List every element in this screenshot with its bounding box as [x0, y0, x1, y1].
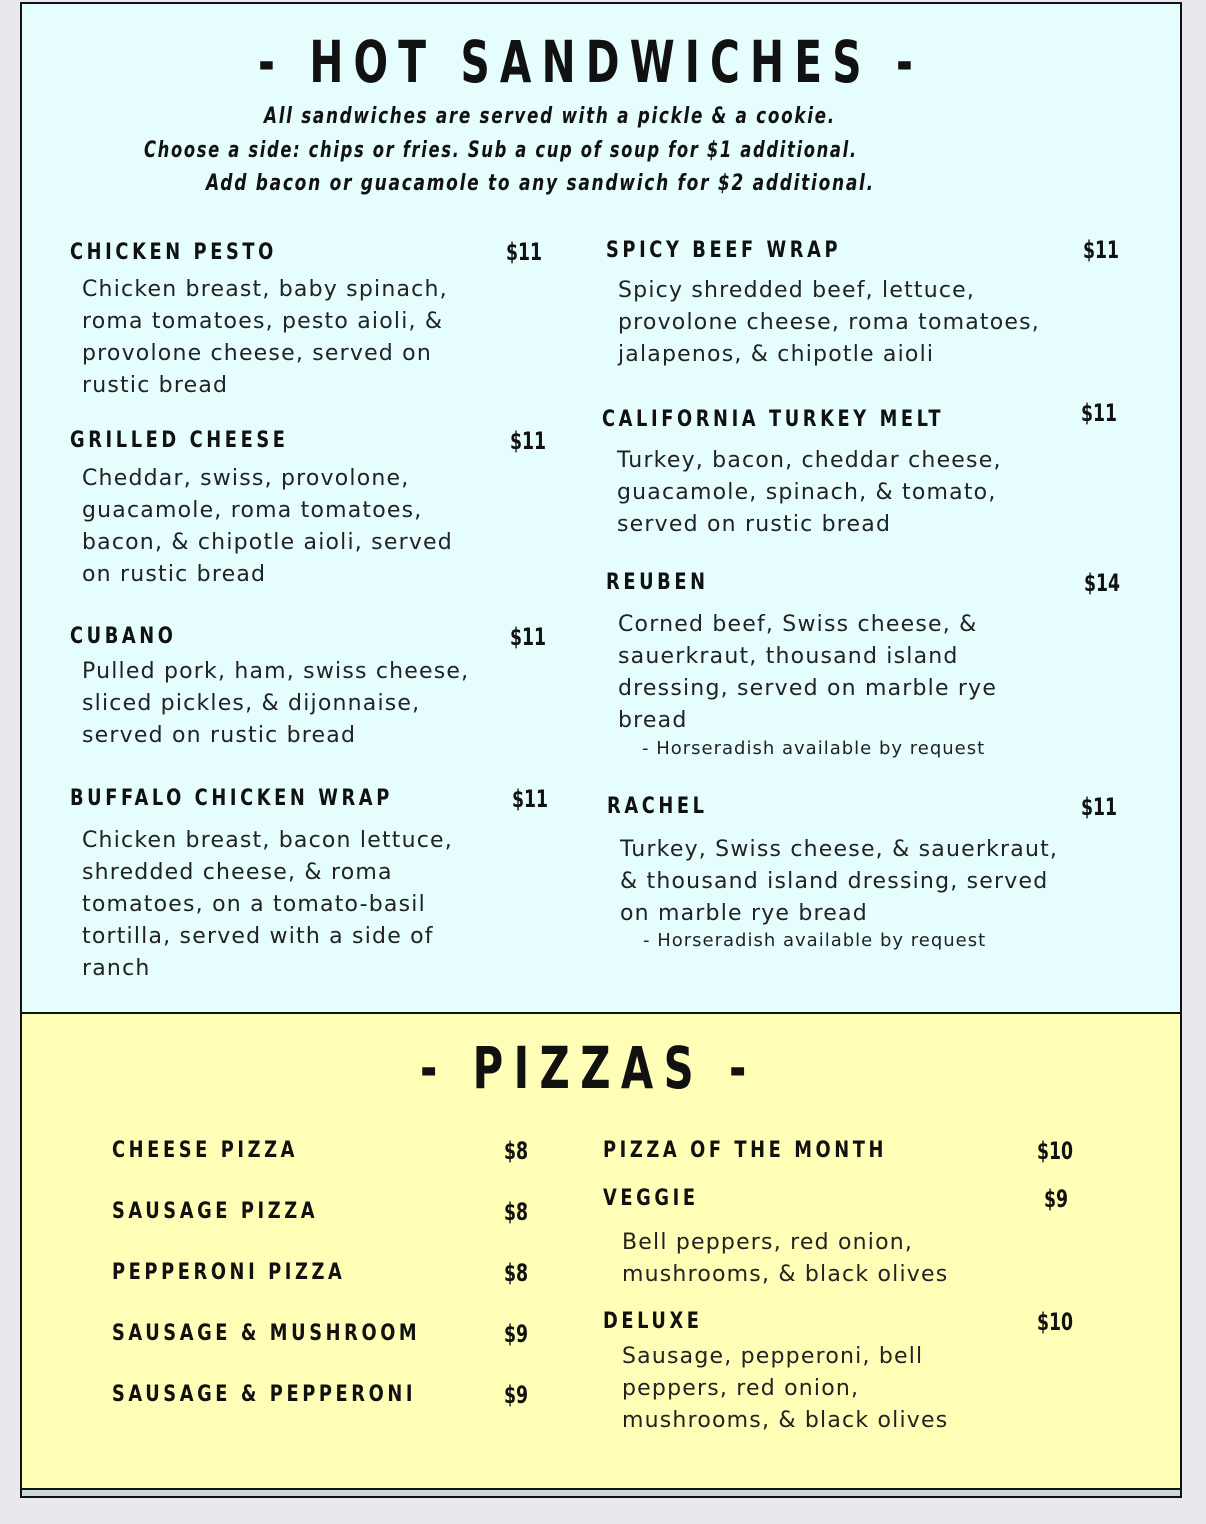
item-price: $9	[1044, 1185, 1069, 1213]
item-description: Spicy shredded beef, lettuce, provolone cheese, roma tomatoes, jalapenos, & chipotle aioli	[618, 278, 1041, 367]
item-description: Bell peppers, red onion, mushrooms, & black olives	[622, 1230, 949, 1287]
item-name: CHEESE PIZZA	[112, 1138, 299, 1163]
item-price: $9	[504, 1320, 529, 1348]
item-note: - Horseradish available by request	[643, 930, 987, 951]
item-price: $11	[506, 238, 543, 266]
item-price: $8	[504, 1198, 529, 1226]
item-price: $11	[1081, 399, 1118, 427]
item-description: Cheddar, swiss, provolone, guacamole, roma tomatoes, bacon, & chipotle aioli, served on rustic bread	[82, 466, 453, 587]
item-price: $11	[512, 785, 549, 813]
item-description: Turkey, Swiss cheese, & sauerkraut, & thousand island dressing, served on marble rye bread	[620, 837, 1059, 926]
item-name: CHICKEN PESTO	[70, 240, 277, 265]
item-price: $14	[1084, 569, 1121, 597]
subtitle-line: Add bacon or guacamole to any sandwich for $2 additional.	[206, 171, 875, 196]
pizzas-section	[22, 1012, 1180, 1490]
section-title: - HOT SANDWICHES -	[258, 28, 923, 96]
menu-page	[20, 2, 1182, 1498]
item-price: $9	[504, 1381, 529, 1409]
item-name: VEGGIE	[603, 1186, 699, 1211]
item-price: $11	[1081, 793, 1118, 821]
item-name: BUFFALO CHICKEN WRAP	[70, 786, 393, 811]
item-name: PIZZA OF THE MONTH	[603, 1138, 888, 1163]
item-note: - Horseradish available by request	[642, 738, 986, 759]
item-price: $8	[504, 1259, 529, 1287]
item-price: $11	[510, 427, 547, 455]
bottom-strip	[22, 1488, 1180, 1498]
item-price: $8	[504, 1137, 529, 1165]
item-description: Pulled pork, ham, swiss cheese, sliced pickles, & dijonnaise, served on rustic bread	[82, 659, 470, 748]
item-price: $11	[1083, 236, 1120, 264]
item-price: $10	[1037, 1137, 1074, 1165]
item-name: SAUSAGE PIZZA	[112, 1199, 319, 1224]
item-description: Turkey, bacon, cheddar cheese, guacamole, spinach, & tomato, served on rustic bread	[617, 448, 1002, 537]
item-description: Chicken breast, bacon lettuce, shredded cheese, & roma tomatoes, on a tomato-basil tortilla, served with a side of ranch	[82, 828, 453, 981]
item-name: GRILLED CHEESE	[70, 428, 289, 453]
item-name: SAUSAGE & PEPPERONI	[112, 1382, 417, 1407]
subtitle-line: Choose a side: chips or fries. Sub a cup of soup for $1 additional.	[144, 138, 858, 163]
item-description: Sausage, pepperoni, bell peppers, red onion, mushrooms, & black olives	[622, 1344, 949, 1433]
item-price: $11	[510, 623, 547, 651]
item-name: RACHEL	[607, 794, 708, 819]
item-name: SAUSAGE & MUSHROOM	[112, 1321, 421, 1346]
item-description: Corned beef, Swiss cheese, & sauerkraut, thousand island dressing, served on marble rye bread	[618, 612, 998, 733]
item-description: Chicken breast, baby spinach, roma tomatoes, pesto aioli, & provolone cheese, served on rustic bread	[82, 277, 448, 398]
item-price: $10	[1037, 1308, 1074, 1336]
item-name: PEPPERONI PIZZA	[112, 1260, 346, 1285]
item-name: CALIFORNIA TURKEY MELT	[602, 407, 945, 432]
item-name: CUBANO	[70, 624, 177, 649]
item-name: DELUXE	[603, 1309, 703, 1334]
subtitle-line: All sandwiches are served with a pickle & a cookie.	[264, 104, 836, 129]
item-name: REUBEN	[606, 570, 709, 595]
section-title: - PIZZAS -	[420, 1034, 757, 1102]
item-name: SPICY BEEF WRAP	[606, 238, 842, 263]
